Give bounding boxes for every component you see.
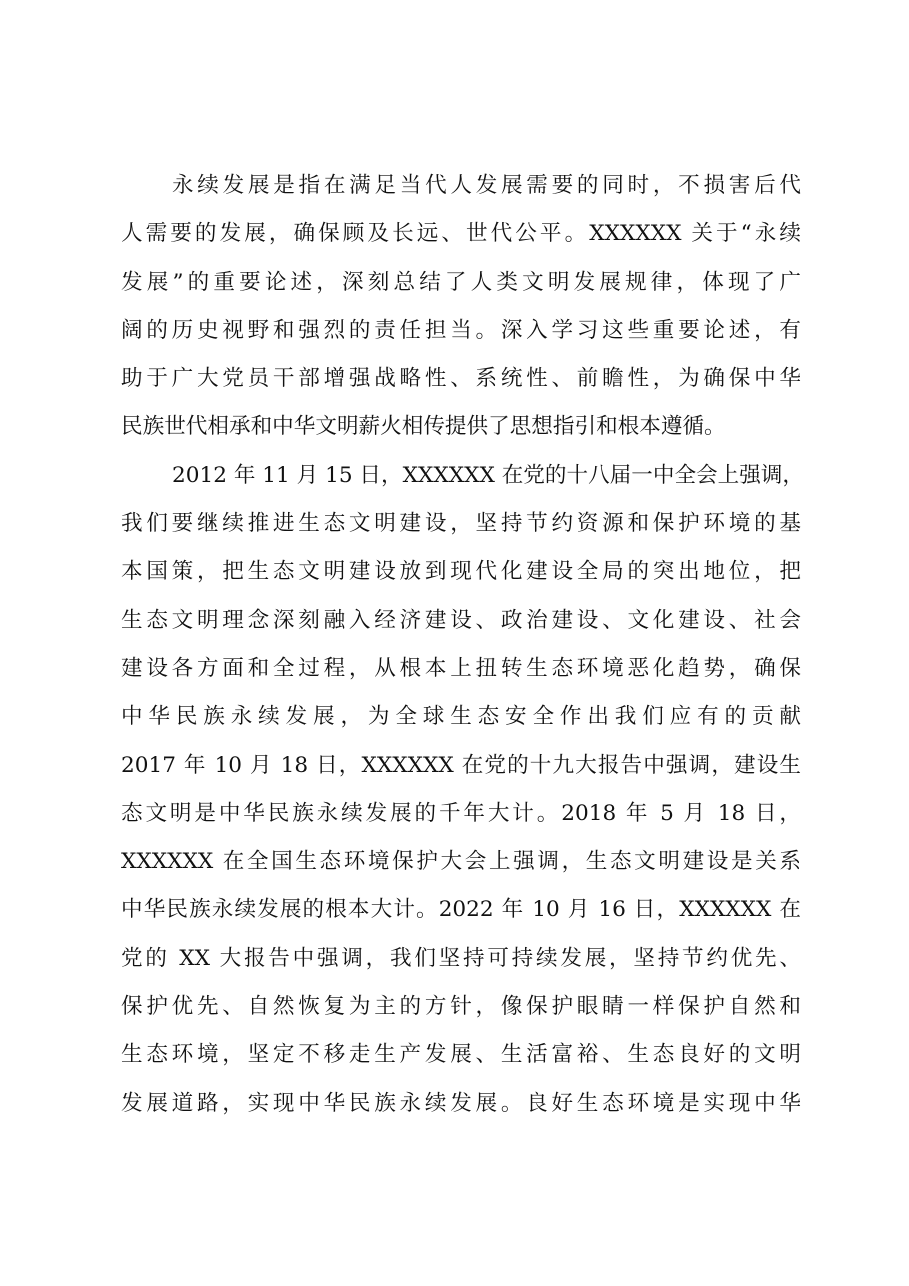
paragraph-2-line-11: 党的 XX 大报告中强调，我们坚持可持续发展，坚持节约优先、 [121, 945, 801, 971]
paragraph-2-line-6: 中华民族永续发展，为全球生态安全作出我们应有的贡献 [121, 704, 801, 730]
paragraph-2-line-12: 保护优先、自然恢复为主的方针，像保护眼睛一样保护自然和 [121, 994, 801, 1020]
paragraph-2-line-8: 态文明是中华民族永续发展的千年大计。2018 年 5 月 18 日， [121, 800, 801, 826]
paragraph-2-line-14: 发展道路，实现中华民族永续发展。良好生态环境是实现中华 [121, 1090, 801, 1116]
paragraph-2-line-7: 2017 年 10 月 18 日，XXXXXX 在党的十九大报告中强调，建设生 [121, 752, 801, 778]
paragraph-1-line-5: 助于广大党员干部增强战略性、系统性、前瞻性，为确保中华 [121, 366, 801, 392]
paragraph-2 [121, 452, 805, 1128]
paragraph-1-line-3: 发展”的重要论述，深刻总结了人类文明发展规律，体现了广 [121, 269, 801, 295]
paragraph-1-line-2: 人需要的发展，确保顾及长远、世代公平。XXXXXX 关于“永续 [121, 221, 801, 247]
document-body [121, 162, 805, 1128]
paragraph-1-line-1: 永续发展是指在满足当代人发展需要的同时，不损害后代 [172, 173, 801, 198]
paragraph-2-line-13: 生态环境，坚定不移走生产发展、生活富裕、生态良好的文明 [121, 1042, 801, 1068]
paragraph-1-line-4: 阔的历史视野和强烈的责任担当。深入学习这些重要论述，有 [121, 317, 801, 343]
paragraph-2-line-9: XXXXXX 在全国生态环境保护大会上强调，生态文明建设是关系 [121, 849, 801, 875]
paragraph-2-line-10: 中华民族永续发展的根本大计。2022 年 10 月 16 日，XXXXXX 在 [121, 897, 801, 923]
paragraph-2-line-4: 生态文明理念深刻融入经济建设、政治建设、文化建设、社会 [121, 607, 801, 633]
paragraph-1-line-6: 民族世代相承和中华文明薪火相传提供了思想指引和根本遵循。 [121, 414, 726, 440]
paragraph-2-line-2: 我们要继续推进生态文明建设，坚持节约资源和保护环境的基 [121, 511, 801, 537]
paragraph-2-line-5: 建设各方面和全过程，从根本上扭转生态环境恶化趋势，确保 [121, 655, 801, 681]
paragraph-2-line-3: 本国策，把生态文明建设放到现代化建设全局的突出地位，把 [121, 559, 801, 585]
paragraph-1 [121, 162, 801, 452]
paragraph-2-line-1: 2012 年 11 月 15 日，XXXXXX 在党的十八届一中全会上强调， [172, 462, 805, 488]
